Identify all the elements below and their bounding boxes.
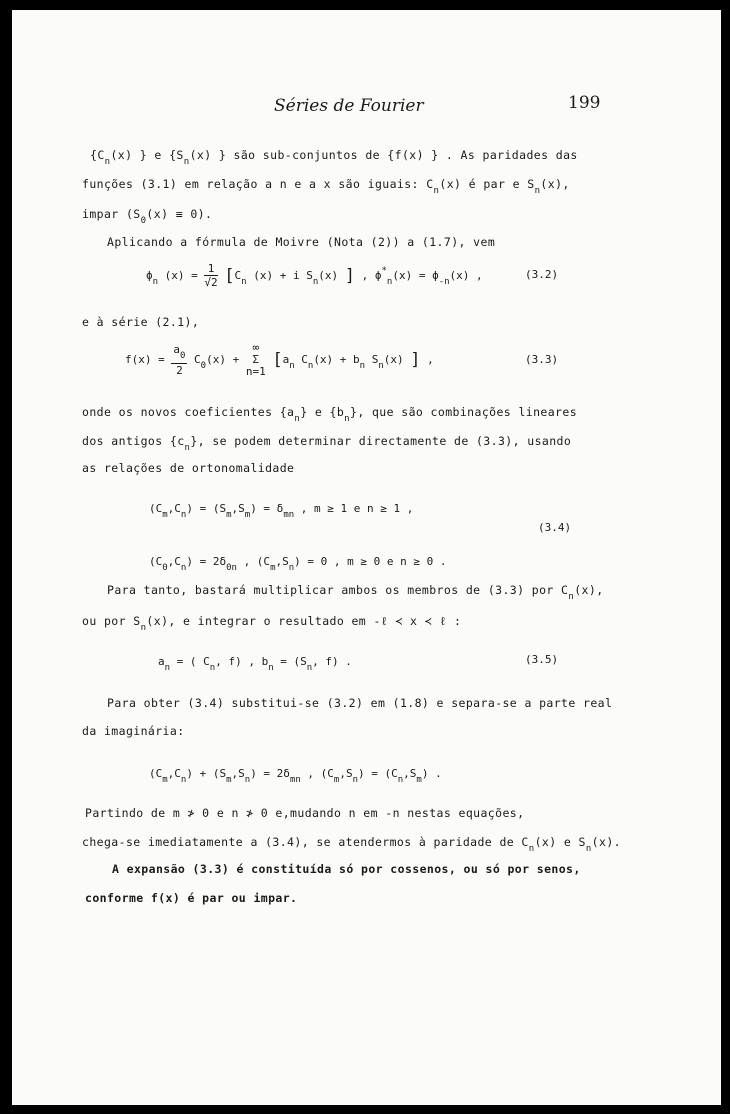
text-line: impar $(S_0(x) \equiv 0)$. — [82, 207, 213, 226]
text-line: conforme f(x) é par ou impar. — [85, 891, 298, 905]
equation-label: (3.5) — [525, 653, 559, 666]
text-line: Aplicando a fórmula de Moivre (Nota (2)) a (1.7), vem — [107, 235, 496, 249]
text-line: as relações de ortonomalidade — [82, 461, 295, 475]
text-line: e à série (2.1), — [82, 315, 200, 329]
equation-3-2: $\phi_n$ (x) = $\frac{1}{√2}$ [$C_n$ (x) + i $S_n(x)$ ] , $\phi^*_n(x) = \phi_{-n}(x)$ , — [146, 262, 483, 289]
equation-3-3: f(x) = $\frac{a_0}{2}$ $C_0(x)$ + ∞ Σ n=1 [$a_n$ $C_n(x) + b_n$ $S_n(x)$ ] , — [125, 341, 434, 378]
text-line: da imaginária: — [82, 724, 185, 738]
equation-label: (3.2) — [525, 268, 559, 281]
equation-3-4-first: $(C_m,C_n) = (S_m,S_m) = \delta_{mn}$ , m ≥ 1 e n ≥ 1 , — [149, 502, 414, 520]
text-line: ou por $S_n(x)$, e integrar o resultado em -ℓ ≺ x ≺ ℓ : — [82, 614, 462, 633]
equation-unnumbered: $(C_m,C_n) + (S_m,S_n) = 2\delta_{mn}$ , $(C_m,S_n) = (C_n,S_m)$ . — [149, 767, 442, 785]
text-line: dos antigos $\{c_n\}$, se podem determinar directamente de (3.3), usando — [82, 434, 572, 453]
equation-3-4-second: $(C_0,C_n) = 2\delta_{0n}$ , $(C_m,S_n) = 0$ , m ≥ 0 e n ≥ 0 . — [149, 555, 447, 573]
summation: ∞ Σ n=1 — [245, 341, 266, 378]
running-header-title: Séries de Fourier — [274, 96, 424, 116]
page-number: 199 — [568, 93, 601, 113]
text-line: Para tanto, bastará multiplicar ambos os membros de (3.3) por $C_n(x)$, — [107, 583, 604, 602]
text-line: Partindo de m ≯ 0 e n ≯ 0 e,mudando n em -n nestas equações, — [85, 806, 525, 820]
text-line: chega-se imediatamente a (3.4), se atendermos à paridade de $C_n(x)$ e $S_n(x)$. — [82, 835, 621, 854]
text-line: onde os novos coeficientes $\{a_n\}$ e $\{b_n\}$, que são combinações lineares — [82, 405, 578, 424]
text-line: funções (3.1) em relação a n e a x são iguais: $C_n(x)$ é par e $S_n(x)$, — [82, 177, 570, 196]
equation-label: (3.3) — [525, 353, 559, 366]
book-page — [12, 10, 721, 1105]
fraction: $\frac{1}{√2}$ — [204, 262, 218, 289]
equation-label: (3.4) — [538, 521, 572, 534]
equation-3-5: $a_n$ = ( $C_n$, f) , $b_n = (S_n$, f) . — [158, 655, 352, 673]
text-line: A expansão (3.3) é constituída só por cossenos, ou só por senos, — [112, 862, 581, 876]
text-line: {$C_n(x)$ } e {$S_n(x)$ } são sub-conjuntos de {f(x) } . As paridades das — [90, 148, 578, 167]
fraction: $\frac{a_0}{2}$ — [173, 342, 186, 377]
text-line: Para obter (3.4) substitui-se (3.2) em (1.8) e separa-se a parte real — [107, 696, 613, 710]
